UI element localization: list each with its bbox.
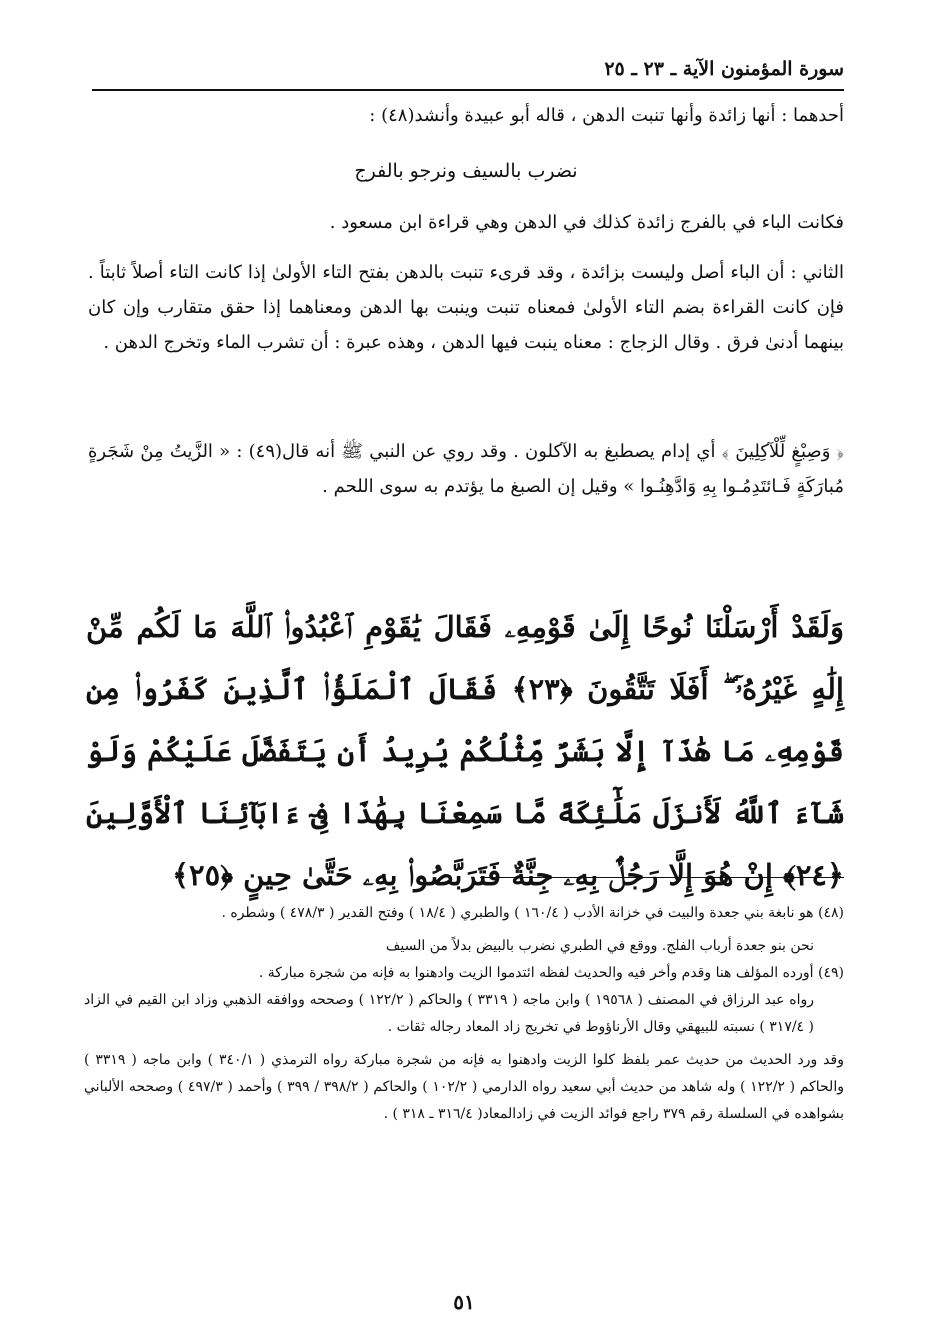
header-title: سورة المؤمنون الآية ـ ٢٣ ـ ٢٥ <box>604 58 844 80</box>
footnote-divider <box>480 877 844 878</box>
paragraph-sibgh-hadith: ﴿ وَصِبْغٍ لِّلْآكِلِينَ ﴾ أي إدام يصطبغ به الآكلون . وقد روي عن النبي ﷺ أنه قال(٤٩) : « الزَّيتُ مِنْ شَجَرةٍ مُبارَكَةٍ فَـائتَدِمُـوا بِهِ وَادَّهِنُـوا » وقيل إن الصبغ ما يؤتدم به سوى اللحم . <box>88 441 844 497</box>
poetry-verse: نضرب بالسيف ونرجو بالفرج <box>354 160 578 182</box>
paragraph-first-opinion: أحدهما : أنها زائدة وأنها تنبت الدهن ، قاله أبو عبيدة وأنشد(٤٨) : <box>369 105 844 126</box>
footnote-48-continuation: نحن بنو جعدة أرباب الفلج. ووقع في الطبري نضرب بالبيض بدلاً من السيف <box>385 938 814 954</box>
running-header <box>84 52 844 90</box>
paragraph-ba-extra: فكانت الباء في بالفرج زائدة كذلك في الدهن وهي قراءة ابن مسعود . <box>329 212 844 233</box>
footnote-49: (٤٩) أورده المؤلف هنا وقدم وأخر فيه والحديث لفظه ائتدموا الزيت وادهنوا به فإنه من شجرة مباركة . <box>258 965 844 981</box>
footnote-49-umar: وقد ورد الحديث من حديث عمر بلفظ كلوا الزيت وادهنوا به فإنه من شجرة مباركة رواه الترمذي ( ٣٤٠/١ ) وابن ماجه ( ٣٣١٩ ) والحاكم ( ١٢٢/٢ ) وله شاهد من حديث أبي سعيد رواه الدارمي ( ١٠٢/٢ ) والحاكم ( ٣٩٨/٢ / ٣٩٩ ) وأحمد ( ٤٩٧/٣ ) وصححه الألباني بشواهده في السلسلة رقم ٣٧٩ راجع فوائد الزيت في زادالمعاد( ٣١٦/٤ ـ ٣١٨ ) . <box>84 1052 844 1122</box>
footnotes <box>84 900 844 1128</box>
header-divider <box>92 89 844 91</box>
quran-verses-23-25: وَلَقَدْ أَرْسَلْنَا نُوحًا إِلَىٰ قَوْمِهِۦ فَقَالَ يَٰقَوْمِ ٱعْبُدُوا۟ ٱللَّهَ مَا لَكُم مِّنْ إِلَٰهٍ غَيْرُهُۥٓ ۖ أَفَلَا تَتَّقُونَ ﴿٢٣﴾ فَقَالَ ٱلْمَلَؤُا۟ ٱلَّذِينَ كَفَرُوا۟ مِن قَوْمِهِۦ مَا هَٰذَآ إِلَّا بَشَرٌ مِّثْلُكُمْ يُرِيدُ أَن يَتَفَضَّلَ عَلَيْكُمْ وَلَوْ شَآءَ ٱللَّهُ لَأَنزَلَ مَلَٰٓئِكَةً مَّا سَمِعْنَا بِهَٰذَا فِىٓ ءَابَآئِنَا ٱلْأَوَّلِينَ ﴿٢٤﴾ إِنْ هُوَ إِلَّا رَجُلٌۢ بِهِۦ جِنَّةٌ فَتَرَبَّصُوا۟ بِهِۦ حَتَّىٰ حِينٍ ﴿٢٥﴾ <box>86 610 844 892</box>
paragraph-second-opinion: الثاني : أن الباء أصل وليست بزائدة ، وقد قرىء تنبت بالدهن بفتح التاء الأولىٰ إذا كانت التاء أصلاً ثابتاً . فإن كانت القراءة بضم التاء الأولىٰ فمعناه تنبت وينبت بها الدهن ومعناهما إذا حقق متقارب وإن كان بينهما أدنىٰ فرق . وقال الزجاج : معناه ينبت فيها الدهن ، وهذه عبرة : أن تشرب الماء وتخرج الدهن . <box>88 262 844 353</box>
footnote-48: (٤٨) هو نابغة بني جعدة والبيت في خزانة الأدب ( ١٦٠/٤ ) والطبري ( ١٨/٤ ) وفتح القدير ( ٤٧٨/٣ ) وشطره . <box>221 905 844 921</box>
footnote-49-abdulrazzaq: رواه عبد الرزاق في المصنف ( ١٩٥٦٨ ) وابن ماجه ( ٣٣١٩ ) والحاكم ( ١٢٢/٢ ) وصححه ووافقه الذهبي وزاد ابن القيم في الزاد ( ٣١٧/٤ ) نسبته للبيهقي وقال الأرناؤوط في تخريج زاد المعاد رجاله ثقات . <box>84 992 814 1035</box>
page-number: ٥١ <box>453 1290 475 1314</box>
